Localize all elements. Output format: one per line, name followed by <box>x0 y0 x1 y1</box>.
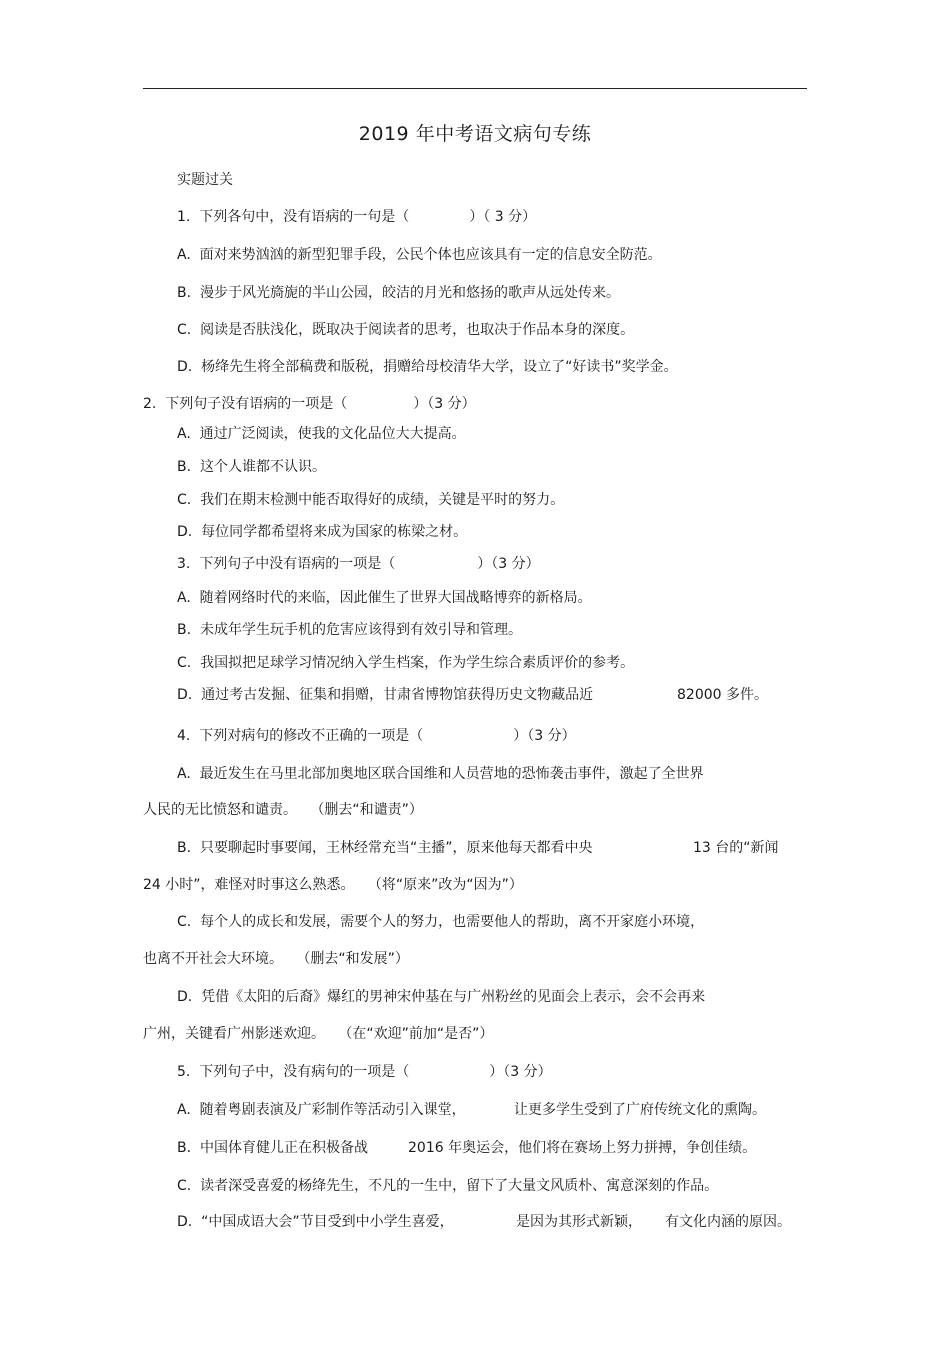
option-2c: C. 我们在期末检测中能否取得好的成绩，关键是平时的努力。 <box>177 492 565 508</box>
option-1d: D. 杨绛先生将全部稿费和版税，捐赠给母校清华大学，设立了“好读书”奖学金。 <box>177 359 678 375</box>
option-5a: A. 随着粤剧表演及广彩制作等活动引入课堂， <box>177 1102 466 1118</box>
question-stem-text: 3. 下列句子中没有语病的一项是（ <box>177 556 396 572</box>
option-4b-end: 24 小时”，难怪对时事这么熟悉。 （将“原来”改为“因为”） <box>143 877 523 893</box>
option-3b: B. 未成年学生玩手机的危害应该得到有效引导和管理。 <box>177 622 522 638</box>
option-3d: D. 通过考古发掘、征集和捐赠，甘肃省博物馆获得历史文物藏品近 <box>177 687 594 703</box>
option-5b: B. 中国体育健儿正在积极备战 <box>177 1140 368 1156</box>
question-5-stem <box>177 1062 552 1082</box>
question-1-stem <box>177 207 536 227</box>
option-4b-continued: 13 台的“新闻 <box>693 840 779 856</box>
option-2b: B. 这个人谁都不认识。 <box>177 459 326 475</box>
question-4-stem <box>177 726 576 746</box>
option-4b: B. 只要聊起时事要闻，王林经常充当“主播”，原来他每天都看中央 <box>177 840 593 856</box>
page-title: 2019 年中考语文病句专练 <box>358 123 592 145</box>
option-1c: C. 阅读是否肤浅化，既取决于阅读者的思考，也取决于作品本身的深度。 <box>177 322 635 338</box>
question-stem-text: 1. 下列各句中，没有语病的一句是（ <box>177 209 410 225</box>
section-heading: 实题过关 <box>177 172 233 188</box>
option-4c-continued: 也离不开社会大环境。 （删去“和发展”） <box>143 951 409 967</box>
option-5c: C. 读者深受喜爱的杨绛先生，不凡的一生中，留下了大量文风质朴、寓意深刻的作品。 <box>177 1178 719 1194</box>
option-5d: D. “中国成语大会”节目受到中小学生喜爱， <box>177 1214 454 1230</box>
option-5b-continued: 2016 年奥运会，他们将在赛场上努力拼搏，争创佳绩。 <box>408 1140 757 1156</box>
option-4c: C. 每个人的成长和发展，需要个人的努力，也需要他人的帮助，离不开家庭小环境， <box>177 914 705 930</box>
option-1a: A. 面对来势汹汹的新型犯罪手段，公民个体也应该具有一定的信息安全防范。 <box>177 247 662 263</box>
option-5d-end: 有文化内涵的原因。 <box>665 1214 791 1230</box>
option-3c: C. 我国拟把足球学习情况纳入学生档案，作为学生综合素质评价的参考。 <box>177 655 635 671</box>
option-2a: A. 通过广泛阅读，使我的文化品位大大提高。 <box>177 426 466 442</box>
question-stem-text: 4. 下列对病句的修改不正确的一项是（ <box>177 728 424 744</box>
option-5a-continued: 让更多学生受到了广府传统文化的熏陶。 <box>514 1102 766 1118</box>
question-stem-tail: ）（3 分） <box>513 728 576 744</box>
option-2d: D. 每位同学都希望将来成为国家的栋梁之材。 <box>177 524 468 540</box>
header-rule <box>143 88 807 89</box>
question-stem-tail: ）（ 3 分） <box>469 209 537 225</box>
question-2-stem <box>143 394 476 414</box>
question-3-stem <box>177 554 540 574</box>
question-stem-tail: ）（3 分） <box>477 556 540 572</box>
option-3a: A. 随着网络时代的来临，因此催生了世界大国战略博弈的新格局。 <box>177 590 592 606</box>
question-stem-text: 5. 下列句子中，没有病句的一项是（ <box>177 1064 410 1080</box>
question-stem-tail: ）（3 分） <box>489 1064 552 1080</box>
option-4d-continued: 广州，关键看广州影迷欢迎。 （在“欢迎”前加“是否”） <box>143 1026 494 1042</box>
question-stem-text: 2. 下列句子没有语病的一项是（ <box>143 396 348 412</box>
option-4a-continued: 人民的无比愤怒和谴责。 （删去“和谴责”） <box>143 802 423 818</box>
option-5d-middle: 是因为其形式新颖， <box>516 1214 642 1230</box>
option-4a: A. 最近发生在马里北部加奥地区联合国维和人员营地的恐怖袭击事件，激起了全世界 <box>177 766 704 782</box>
option-3d-continued: 82000 多件。 <box>677 687 768 703</box>
question-stem-tail: ）（3 分） <box>413 396 476 412</box>
option-4d: D. 凭借《太阳的后裔》爆红的男神宋仲基在与广州粉丝的见面会上表示，会不会再来 <box>177 989 706 1005</box>
option-1b: B. 漫步于风光旖旎的半山公园，皎洁的月光和悠扬的歌声从远处传来。 <box>177 285 620 301</box>
